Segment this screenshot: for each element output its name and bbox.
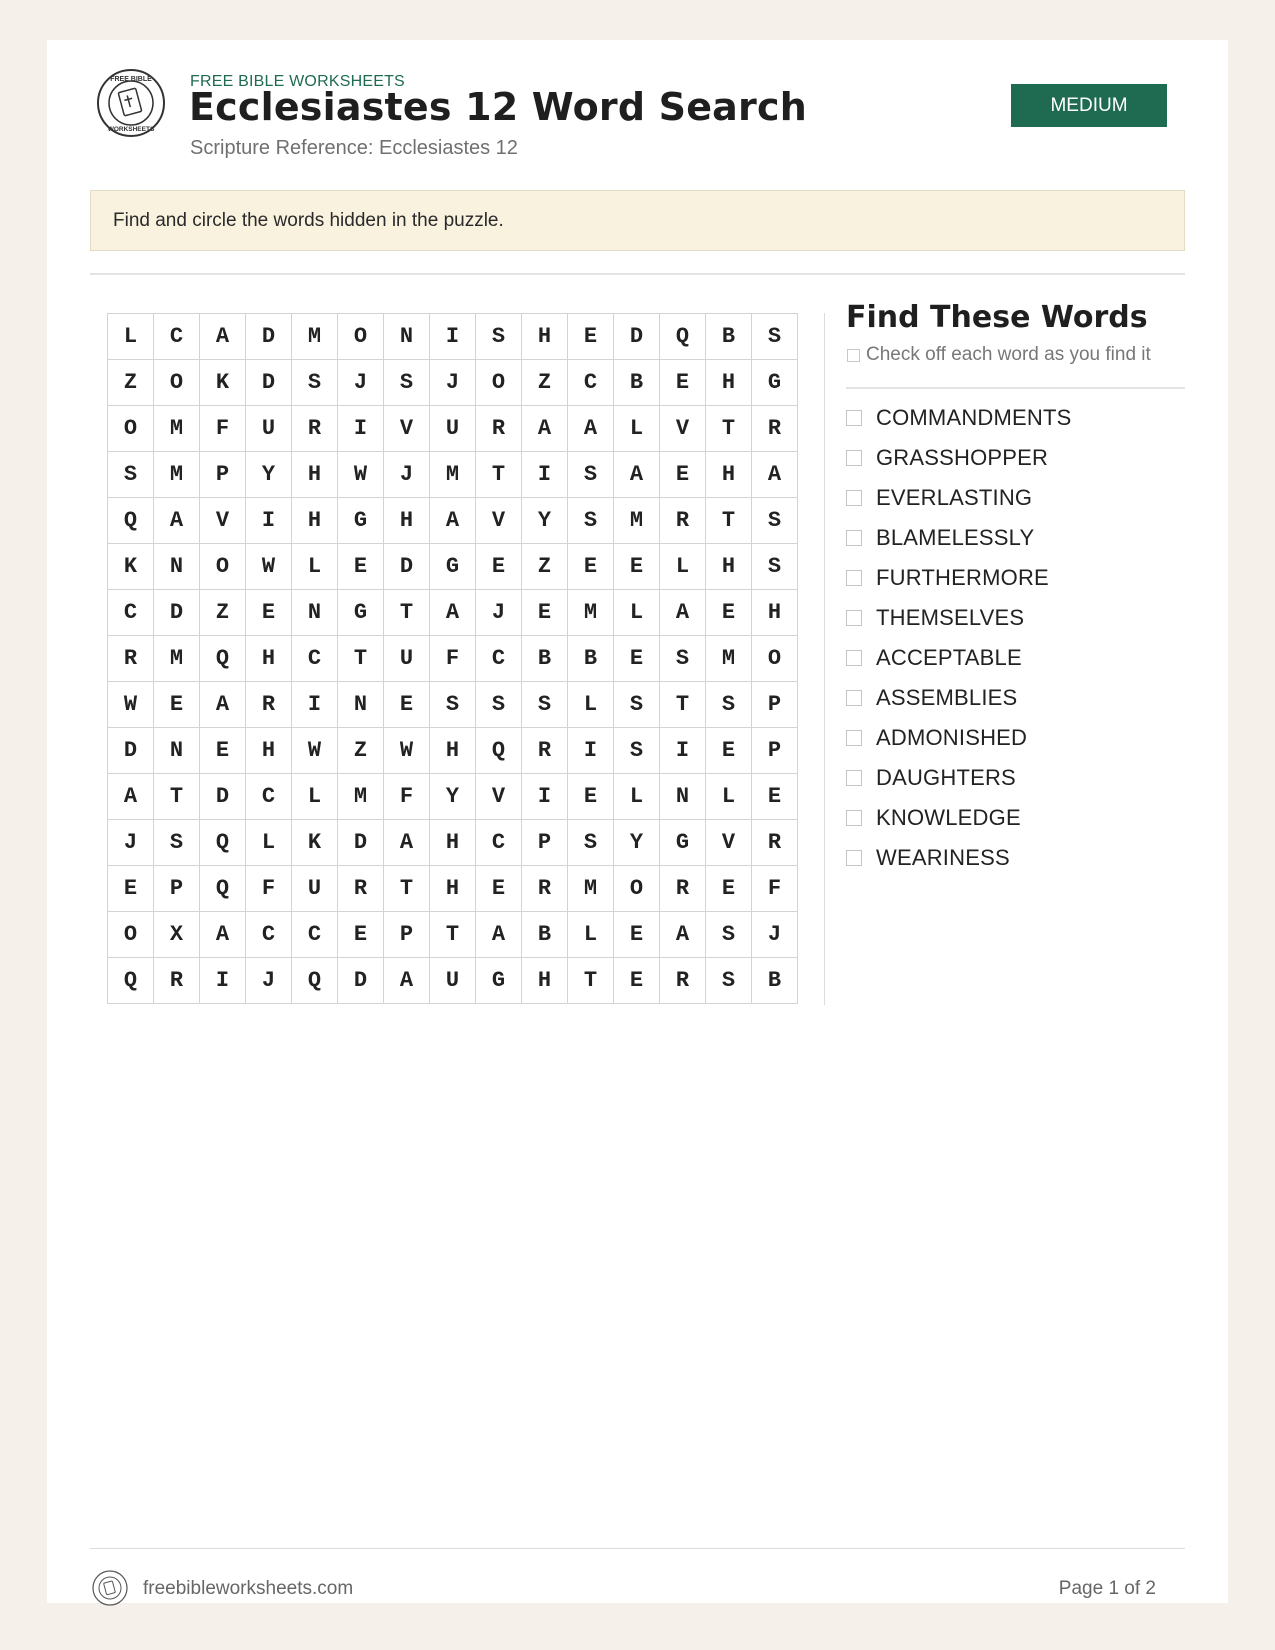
grid-cell[interactable]: I	[292, 682, 338, 728]
grid-cell[interactable]: C	[154, 314, 200, 360]
brand-label: FREE BIBLE WORKSHEETS	[190, 73, 405, 90]
grid-row	[108, 774, 798, 820]
grid-cell[interactable]: E	[568, 774, 614, 820]
grid-cell[interactable]: E	[108, 866, 154, 912]
grid-cell[interactable]: S	[292, 360, 338, 406]
grid-cell[interactable]: G	[752, 360, 798, 406]
grid-cell[interactable]: L	[292, 544, 338, 590]
word-list-item[interactable]	[846, 678, 1072, 718]
grid-cell[interactable]: M	[430, 452, 476, 498]
grid-cell[interactable]: U	[246, 406, 292, 452]
grid-cell[interactable]: M	[614, 498, 660, 544]
grid-cell[interactable]: A	[384, 820, 430, 866]
word-list-item[interactable]	[846, 838, 1072, 878]
grid-cell[interactable]: B	[752, 958, 798, 1004]
grid-cell[interactable]: S	[706, 958, 752, 1004]
grid-cell[interactable]: A	[384, 958, 430, 1004]
grid-cell[interactable]: E	[338, 544, 384, 590]
grid-cell[interactable]: O	[476, 360, 522, 406]
grid-cell[interactable]: U	[430, 406, 476, 452]
grid-cell[interactable]: Q	[476, 728, 522, 774]
checkbox[interactable]	[846, 530, 862, 546]
word-list-hint	[847, 344, 1151, 366]
grid-cell[interactable]: S	[614, 682, 660, 728]
grid-cell[interactable]: S	[430, 682, 476, 728]
grid-cell[interactable]: T	[706, 498, 752, 544]
divider	[90, 273, 1185, 275]
grid-cell[interactable]: A	[108, 774, 154, 820]
grid-cell[interactable]: L	[568, 912, 614, 958]
grid-row	[108, 406, 798, 452]
grid-cell[interactable]: S	[568, 498, 614, 544]
page-title: Ecclesiastes 12 Word Search	[189, 85, 807, 129]
grid-cell[interactable]: Q	[660, 314, 706, 360]
grid-cell[interactable]: I	[568, 728, 614, 774]
grid-cell[interactable]: F	[246, 866, 292, 912]
grid-cell[interactable]: I	[338, 406, 384, 452]
checkbox[interactable]	[846, 490, 862, 506]
grid-cell[interactable]: S	[522, 682, 568, 728]
grid-cell[interactable]: Y	[522, 498, 568, 544]
grid-cell[interactable]: J	[752, 912, 798, 958]
grid-cell[interactable]: A	[430, 498, 476, 544]
grid-cell[interactable]: I	[246, 498, 292, 544]
word-label: WEARINESS	[876, 845, 1010, 870]
grid-cell[interactable]: E	[338, 912, 384, 958]
instructions-box	[90, 190, 1185, 251]
word-label: THEMSELVES	[876, 605, 1025, 630]
grid-cell[interactable]: F	[200, 406, 246, 452]
bible-seal-icon	[96, 68, 166, 138]
word-list-item[interactable]	[846, 798, 1072, 838]
grid-cell[interactable]: H	[706, 360, 752, 406]
grid-cell[interactable]: D	[246, 314, 292, 360]
grid-cell[interactable]: C	[292, 912, 338, 958]
grid-cell[interactable]: R	[476, 406, 522, 452]
grid-cell[interactable]: W	[246, 544, 292, 590]
grid-cell[interactable]: P	[384, 912, 430, 958]
grid-cell[interactable]: O	[108, 406, 154, 452]
grid-cell[interactable]: E	[568, 314, 614, 360]
grid-cell[interactable]: U	[292, 866, 338, 912]
grid-cell[interactable]: E	[752, 774, 798, 820]
grid-row	[108, 820, 798, 866]
grid-cell[interactable]: A	[752, 452, 798, 498]
word-label: COMMANDMENTS	[876, 405, 1072, 430]
checkbox[interactable]	[846, 410, 862, 426]
grid-row	[108, 682, 798, 728]
grid-cell[interactable]: E	[384, 682, 430, 728]
word-list-item[interactable]	[846, 478, 1072, 518]
grid-cell[interactable]: X	[154, 912, 200, 958]
grid-cell[interactable]: M	[292, 314, 338, 360]
grid-cell[interactable]: A	[660, 912, 706, 958]
grid-cell[interactable]: R	[752, 406, 798, 452]
word-label: BLAMELESSLY	[876, 525, 1035, 550]
grid-cell[interactable]: Z	[200, 590, 246, 636]
grid-cell[interactable]: Q	[292, 958, 338, 1004]
grid-cell[interactable]: S	[568, 452, 614, 498]
grid-cell[interactable]: T	[430, 912, 476, 958]
grid-cell[interactable]: Q	[108, 958, 154, 1004]
grid-cell[interactable]: B	[568, 636, 614, 682]
grid-cell[interactable]: E	[706, 866, 752, 912]
word-list-item[interactable]	[846, 398, 1072, 438]
grid-cell[interactable]: E	[568, 544, 614, 590]
grid-cell[interactable]: E	[522, 590, 568, 636]
grid-cell[interactable]: A	[614, 452, 660, 498]
grid-cell[interactable]: H	[384, 498, 430, 544]
grid-cell[interactable]: B	[706, 314, 752, 360]
grid-cell[interactable]: N	[338, 682, 384, 728]
grid-cell[interactable]: P	[154, 866, 200, 912]
grid-cell[interactable]: F	[430, 636, 476, 682]
grid-cell[interactable]: P	[752, 728, 798, 774]
grid-cell[interactable]: F	[384, 774, 430, 820]
grid-cell[interactable]: N	[292, 590, 338, 636]
grid-cell[interactable]: E	[660, 452, 706, 498]
grid-cell[interactable]: J	[246, 958, 292, 1004]
grid-cell[interactable]: O	[614, 866, 660, 912]
grid-cell[interactable]: A	[200, 682, 246, 728]
grid-cell[interactable]: Z	[338, 728, 384, 774]
grid-cell[interactable]: K	[292, 820, 338, 866]
grid-cell[interactable]: O	[338, 314, 384, 360]
grid-cell[interactable]: R	[292, 406, 338, 452]
grid-cell[interactable]: Q	[200, 820, 246, 866]
word-list-item[interactable]	[846, 558, 1072, 598]
grid-cell[interactable]: W	[292, 728, 338, 774]
grid-row	[108, 636, 798, 682]
grid-cell[interactable]: D	[384, 544, 430, 590]
grid-cell[interactable]: H	[430, 820, 476, 866]
grid-cell[interactable]: I	[430, 314, 476, 360]
grid-cell[interactable]: Q	[108, 498, 154, 544]
grid-cell[interactable]: E	[476, 544, 522, 590]
checkbox[interactable]	[846, 650, 862, 666]
word-list-item[interactable]	[846, 718, 1072, 758]
grid-cell[interactable]: V	[384, 406, 430, 452]
grid-cell[interactable]: A	[568, 406, 614, 452]
grid-cell[interactable]: R	[338, 866, 384, 912]
grid-cell[interactable]: I	[522, 774, 568, 820]
grid-cell[interactable]: G	[476, 958, 522, 1004]
grid-cell[interactable]: D	[614, 314, 660, 360]
grid-cell[interactable]: R	[522, 866, 568, 912]
grid-cell[interactable]: I	[660, 728, 706, 774]
word-list-item[interactable]	[846, 518, 1072, 558]
grid-cell[interactable]: E	[246, 590, 292, 636]
word-label: FURTHERMORE	[876, 565, 1049, 590]
word-list-title: Find These Words	[846, 300, 1148, 335]
grid-cell[interactable]: J	[476, 590, 522, 636]
grid-cell[interactable]: L	[292, 774, 338, 820]
grid-cell[interactable]: G	[660, 820, 706, 866]
grid-cell[interactable]: O	[200, 544, 246, 590]
grid-cell[interactable]: A	[660, 590, 706, 636]
grid-cell[interactable]: D	[154, 590, 200, 636]
word-label: ACCEPTABLE	[876, 645, 1022, 670]
grid-cell[interactable]: K	[108, 544, 154, 590]
grid-row	[108, 360, 798, 406]
grid-cell[interactable]: M	[338, 774, 384, 820]
grid-cell[interactable]: M	[154, 636, 200, 682]
grid-cell[interactable]: I	[522, 452, 568, 498]
word-list-item[interactable]	[846, 598, 1072, 638]
grid-cell[interactable]: J	[338, 360, 384, 406]
grid-cell[interactable]: A	[476, 912, 522, 958]
grid-cell[interactable]: Y	[430, 774, 476, 820]
grid-cell[interactable]: S	[568, 820, 614, 866]
grid-cell[interactable]: M	[568, 866, 614, 912]
grid-cell[interactable]: C	[108, 590, 154, 636]
grid-cell[interactable]: B	[522, 912, 568, 958]
grid-cell[interactable]: S	[706, 682, 752, 728]
grid-cell[interactable]: S	[752, 498, 798, 544]
grid-cell[interactable]: W	[108, 682, 154, 728]
grid-cell[interactable]: P	[522, 820, 568, 866]
word-label: DAUGHTERS	[876, 765, 1016, 790]
grid-cell[interactable]: E	[614, 912, 660, 958]
grid-cell[interactable]: T	[476, 452, 522, 498]
grid-row	[108, 728, 798, 774]
grid-cell[interactable]: J	[108, 820, 154, 866]
checkbox[interactable]	[846, 770, 862, 786]
grid-cell[interactable]: O	[154, 360, 200, 406]
page-number: Page 1 of 2	[1058, 1578, 1156, 1599]
grid-cell[interactable]: R	[752, 820, 798, 866]
grid-cell[interactable]: N	[660, 774, 706, 820]
word-list-hint-text: Check off each word as you find it	[866, 344, 1151, 365]
grid-cell[interactable]: R	[660, 498, 706, 544]
grid-cell[interactable]: T	[384, 866, 430, 912]
grid-cell[interactable]: D	[200, 774, 246, 820]
grid-cell[interactable]: E	[706, 590, 752, 636]
grid-cell[interactable]: G	[338, 498, 384, 544]
bible-seal-icon	[92, 1570, 128, 1606]
grid-cell[interactable]: G	[338, 590, 384, 636]
grid-row	[108, 912, 798, 958]
grid-cell[interactable]: O	[752, 636, 798, 682]
grid-cell[interactable]: E	[154, 682, 200, 728]
grid-cell[interactable]: R	[660, 866, 706, 912]
grid-cell[interactable]: Q	[200, 866, 246, 912]
grid-cell[interactable]: C	[246, 912, 292, 958]
grid-cell[interactable]: E	[200, 728, 246, 774]
grid-cell[interactable]: Z	[522, 360, 568, 406]
grid-cell[interactable]: B	[614, 360, 660, 406]
grid-row	[108, 452, 798, 498]
grid-cell[interactable]: E	[660, 360, 706, 406]
grid-cell[interactable]: J	[384, 452, 430, 498]
grid-cell[interactable]: D	[338, 958, 384, 1004]
grid-cell[interactable]: E	[614, 636, 660, 682]
grid-cell[interactable]: Z	[108, 360, 154, 406]
grid-cell[interactable]: A	[200, 912, 246, 958]
checkbox[interactable]	[846, 690, 862, 706]
grid-cell[interactable]: R	[522, 728, 568, 774]
grid-cell[interactable]: M	[154, 452, 200, 498]
grid-cell[interactable]: T	[660, 682, 706, 728]
grid-cell[interactable]: A	[522, 406, 568, 452]
grid-cell[interactable]: L	[614, 774, 660, 820]
grid-cell[interactable]: A	[430, 590, 476, 636]
grid-cell[interactable]: A	[200, 314, 246, 360]
vertical-divider	[824, 313, 825, 1005]
grid-cell[interactable]: H	[522, 958, 568, 1004]
grid-cell[interactable]: E	[476, 866, 522, 912]
word-list-item[interactable]	[846, 638, 1072, 678]
checkbox-icon	[847, 349, 860, 362]
checkbox[interactable]	[846, 450, 862, 466]
grid-cell[interactable]: H	[706, 452, 752, 498]
word-label: ADMONISHED	[876, 725, 1028, 750]
word-list-item[interactable]	[846, 438, 1072, 478]
grid-cell[interactable]: S	[614, 728, 660, 774]
grid-cell[interactable]: S	[108, 452, 154, 498]
grid-cell[interactable]: S	[154, 820, 200, 866]
grid-cell[interactable]: C	[476, 820, 522, 866]
grid-cell[interactable]: S	[476, 314, 522, 360]
grid-cell[interactable]: L	[706, 774, 752, 820]
grid-cell[interactable]: Q	[200, 636, 246, 682]
grid-cell[interactable]: S	[706, 912, 752, 958]
grid-cell[interactable]: T	[154, 774, 200, 820]
worksheet-page	[47, 40, 1228, 1603]
grid-cell[interactable]: M	[568, 590, 614, 636]
checkbox[interactable]	[846, 850, 862, 866]
grid-cell[interactable]: M	[154, 406, 200, 452]
grid-row	[108, 544, 798, 590]
grid-cell[interactable]: P	[752, 682, 798, 728]
grid-cell[interactable]: D	[108, 728, 154, 774]
grid-cell[interactable]: Y	[614, 820, 660, 866]
grid-cell[interactable]: U	[384, 636, 430, 682]
grid-cell[interactable]: P	[200, 452, 246, 498]
word-label: GRASSHOPPER	[876, 445, 1049, 470]
checkbox[interactable]	[846, 570, 862, 586]
word-label: ASSEMBLIES	[876, 685, 1018, 710]
svg-text:FREE BIBLE: FREE BIBLE	[110, 76, 152, 83]
grid-cell[interactable]: H	[246, 636, 292, 682]
grid-cell[interactable]: L	[246, 820, 292, 866]
grid-cell[interactable]: S	[752, 544, 798, 590]
grid-cell[interactable]: H	[246, 728, 292, 774]
grid-cell[interactable]: T	[706, 406, 752, 452]
grid-cell[interactable]: R	[246, 682, 292, 728]
grid-cell[interactable]: S	[476, 682, 522, 728]
grid-cell[interactable]: L	[568, 682, 614, 728]
grid-cell[interactable]: V	[200, 498, 246, 544]
grid-cell[interactable]: D	[338, 820, 384, 866]
scripture-reference: Scripture Reference: Ecclesiastes 12	[190, 137, 518, 159]
checkbox[interactable]	[846, 610, 862, 626]
grid-cell[interactable]: E	[706, 728, 752, 774]
grid-row	[108, 866, 798, 912]
grid-cell[interactable]: R	[108, 636, 154, 682]
word-list	[846, 398, 1072, 878]
grid-row	[108, 498, 798, 544]
grid-cell[interactable]: W	[384, 728, 430, 774]
svg-text:WORKSHEETS: WORKSHEETS	[107, 126, 155, 133]
checkbox[interactable]	[846, 810, 862, 826]
checkbox[interactable]	[846, 730, 862, 746]
grid-cell[interactable]: V	[476, 774, 522, 820]
grid-cell[interactable]: H	[706, 544, 752, 590]
grid-row	[108, 314, 798, 360]
grid-cell[interactable]: S	[752, 314, 798, 360]
grid-cell[interactable]: T	[338, 636, 384, 682]
grid-cell[interactable]: F	[752, 866, 798, 912]
grid-cell[interactable]: K	[200, 360, 246, 406]
grid-row	[108, 590, 798, 636]
grid-cell[interactable]: V	[706, 820, 752, 866]
grid-cell[interactable]: V	[660, 406, 706, 452]
grid-cell[interactable]: B	[522, 636, 568, 682]
grid-cell[interactable]: H	[430, 866, 476, 912]
grid-cell[interactable]: L	[660, 544, 706, 590]
grid-cell[interactable]: S	[384, 360, 430, 406]
grid-cell[interactable]: E	[614, 544, 660, 590]
grid-cell[interactable]: R	[660, 958, 706, 1004]
grid-cell[interactable]: Y	[246, 452, 292, 498]
grid-cell[interactable]: O	[108, 912, 154, 958]
grid-cell[interactable]: H	[292, 452, 338, 498]
footer-divider	[90, 1548, 1185, 1549]
grid-cell[interactable]: M	[706, 636, 752, 682]
grid-cell[interactable]: R	[154, 958, 200, 1004]
grid-cell[interactable]: E	[614, 958, 660, 1004]
grid-cell[interactable]: H	[430, 728, 476, 774]
grid-cell[interactable]: G	[430, 544, 476, 590]
grid-cell[interactable]: J	[430, 360, 476, 406]
grid-cell[interactable]: N	[384, 314, 430, 360]
grid-cell[interactable]: T	[384, 590, 430, 636]
word-label: EVERLASTING	[876, 485, 1033, 510]
grid-cell[interactable]: T	[568, 958, 614, 1004]
grid-cell[interactable]: Z	[522, 544, 568, 590]
grid-cell[interactable]: L	[614, 590, 660, 636]
grid-cell[interactable]: C	[568, 360, 614, 406]
grid-cell[interactable]: N	[154, 544, 200, 590]
grid-cell[interactable]: C	[292, 636, 338, 682]
grid-cell[interactable]: N	[154, 728, 200, 774]
grid-cell[interactable]: S	[660, 636, 706, 682]
grid-cell[interactable]: U	[430, 958, 476, 1004]
word-label: KNOWLEDGE	[876, 805, 1021, 830]
grid-cell[interactable]: I	[200, 958, 246, 1004]
footer-site-link[interactable]: freebibleworksheets.com	[143, 1578, 354, 1599]
grid-cell[interactable]: H	[522, 314, 568, 360]
grid-cell[interactable]: D	[246, 360, 292, 406]
word-search-grid[interactable]	[107, 313, 798, 1004]
grid-cell[interactable]: L	[614, 406, 660, 452]
word-list-item[interactable]	[846, 758, 1072, 798]
grid-cell[interactable]: C	[476, 636, 522, 682]
grid-cell[interactable]: A	[154, 498, 200, 544]
grid-cell[interactable]: H	[752, 590, 798, 636]
grid-cell[interactable]: L	[108, 314, 154, 360]
instructions-text: Find and circle the words hidden in the puzzle.	[113, 209, 504, 231]
grid-cell[interactable]: C	[246, 774, 292, 820]
grid-cell[interactable]: V	[476, 498, 522, 544]
grid-row	[108, 958, 798, 1004]
divider	[846, 387, 1185, 389]
grid-cell[interactable]: W	[338, 452, 384, 498]
grid-cell[interactable]: H	[292, 498, 338, 544]
difficulty-badge: MEDIUM	[1011, 84, 1167, 127]
